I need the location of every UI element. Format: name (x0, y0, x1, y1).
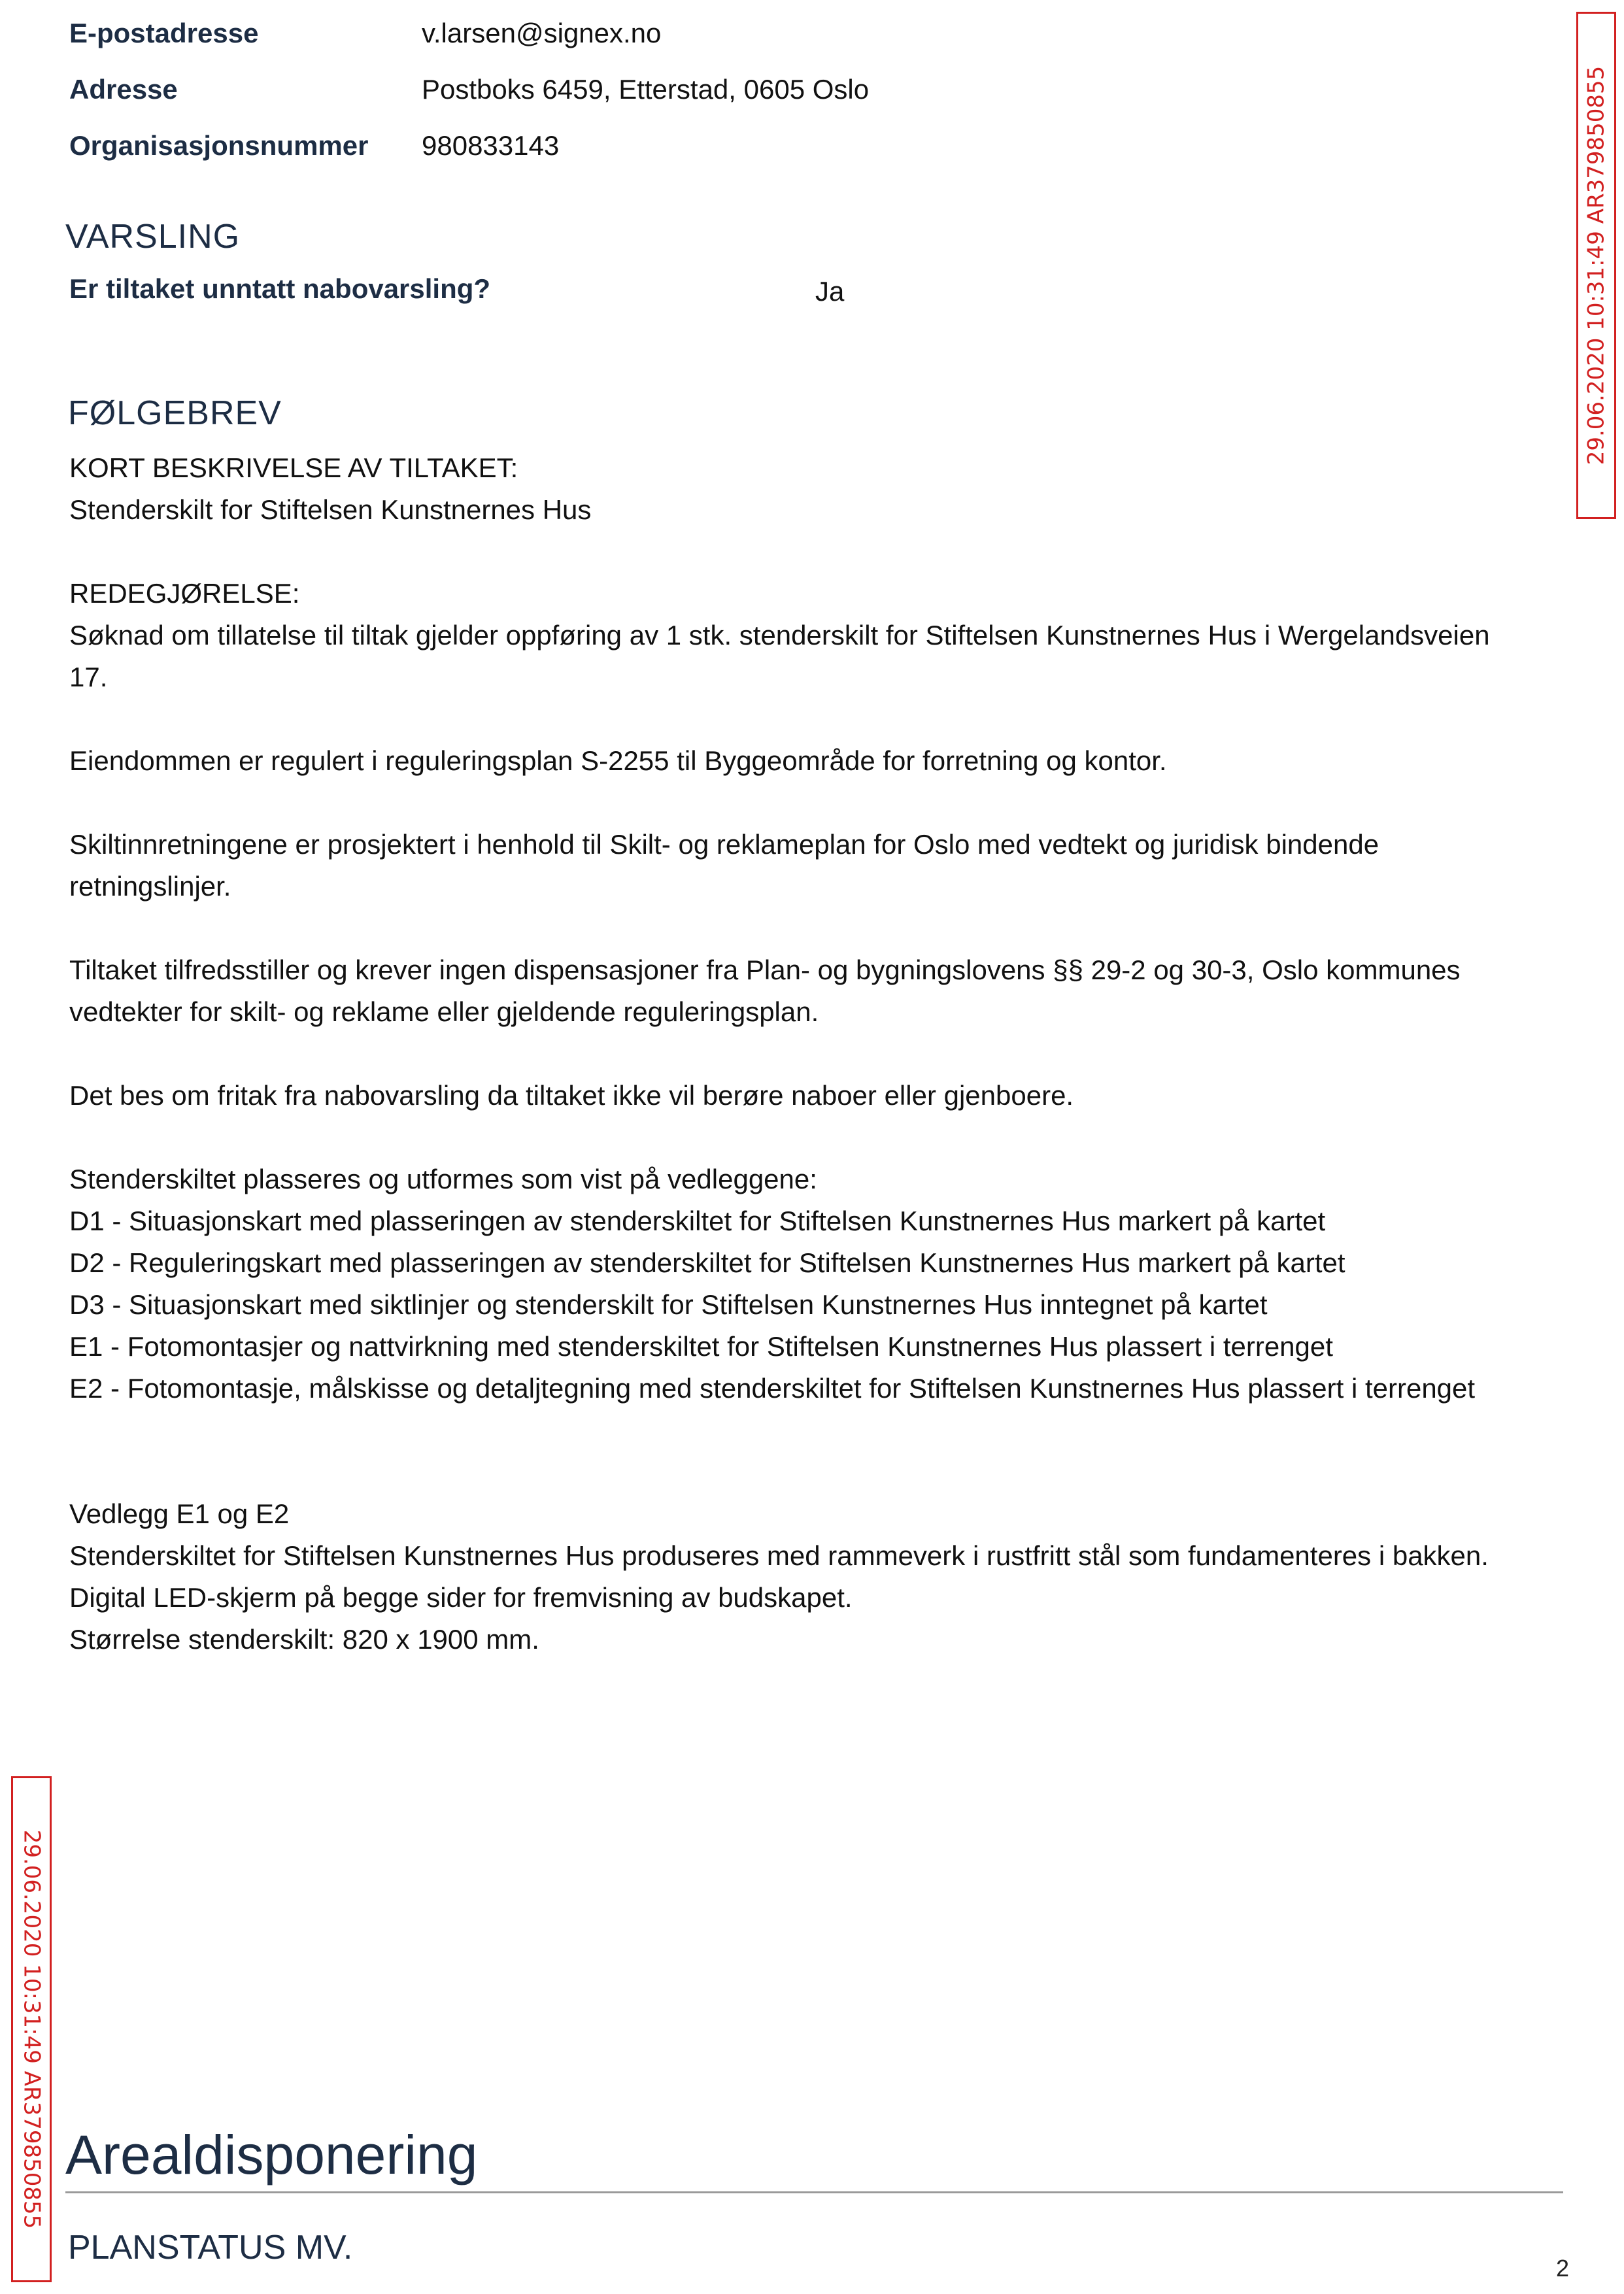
stamp-text: 29.06.2020 10:31:49 AR379850855 (1583, 65, 1610, 465)
email-value: v.larsen@signex.no (422, 18, 662, 48)
folgebrev-body (69, 447, 1534, 531)
vedlegg-line: Stenderskiltet for Stiftelsen Kunstnernes Hus produseres med rammeverk i rustfritt stål som fundamenteres i bakken. (69, 1540, 1489, 1571)
vedlegg-e-block (69, 1493, 1534, 1661)
list-intro: Stenderskiltet plasseres og utformes som vist på vedleggene: (69, 1164, 817, 1194)
vedlegg-line: Digital LED-skjerm på begge sider for fremvisning av budskapet. (69, 1582, 853, 1613)
vedlegg-list (69, 1158, 1534, 1409)
org-number-value: 980833143 (422, 130, 560, 161)
page-number: 2 (1556, 2255, 1570, 2282)
timestamp-stamp-bottom-left (11, 1776, 52, 2282)
stamp-text: 29.06.2020 10:31:49 AR379850855 (18, 1829, 44, 2229)
list-item: E1 - Fotomontasjer og nattvirkning med stenderskiltet for Stiftelsen Kunstnernes Hus plassert i terrenget (69, 1331, 1333, 1362)
varsling-question: Er tiltaket unntatt nabovarsling? (69, 273, 491, 304)
paragraph-5: Det bes om fritak fra nabovarsling da tiltaket ikke vil berøre naboer eller gjenboere. (69, 1080, 1074, 1111)
list-item: D2 - Reguleringskart med plasseringen av stenderskiltet for Stiftelsen Kunstnernes Hus markert på kartet (69, 1247, 1345, 1278)
address-value: Postboks 6459, Etterstad, 0605 Oslo (422, 74, 870, 105)
paragraph-4: Tiltaket tilfredsstiller og krever ingen dispensasjoner fra Plan- og bygningslovens §§ 29-2 og 30-3, Oslo kommunes vedtekter for skilt- og reklame eller gjeldende reguleringsplan. (69, 954, 1461, 1027)
vedlegg-label: Vedlegg E1 og E2 (69, 1498, 290, 1529)
address-label: Adresse (69, 74, 178, 105)
paragraph-2: Eiendommen er regulert i reguleringsplan S-2255 til Byggeområde for forretning og kontor. (69, 745, 1167, 776)
kort-beskrivelse-text: Stenderskilt for Stiftelsen Kunstnernes Hus (69, 494, 592, 525)
kort-beskrivelse-label: KORT BESKRIVELSE AV TILTAKET: (69, 452, 518, 483)
vedlegg-line: Størrelse stenderskilt: 820 x 1900 mm. (69, 1624, 539, 1655)
list-item: D1 - Situasjonskart med plasseringen av stenderskiltet for Stiftelsen Kunstnernes Hus markert på kartet (69, 1206, 1326, 1236)
redegjorelse-block (69, 573, 1534, 698)
redegjorelse-label: REDEGJØRELSE: (69, 578, 300, 609)
paragraph-1: Søknad om tillatelse til tiltak gjelder oppføring av 1 stk. stenderskilt for Stiftelsen Kunstnernes Hus i Wergelandsveien 17. (69, 620, 1490, 692)
section-title: Arealdisponering (65, 2124, 478, 2185)
email-label: E-postadresse (69, 18, 259, 48)
list-item: D3 - Situasjonskart med siktlinjer og stenderskilt for Stiftelsen Kunstnernes Hus inntegnet på kartet (69, 1289, 1268, 1320)
folgebrev-heading: FØLGEBREV (68, 394, 282, 432)
section-divider (65, 2191, 1563, 2193)
varsling-heading: VARSLING (65, 218, 241, 256)
org-number-label: Organisasjonsnummer (69, 130, 369, 161)
list-item: E2 - Fotomontasje, målskisse og detaljtegning med stenderskiltet for Stiftelsen Kunstnernes Hus plassert i terrenget (69, 1373, 1476, 1404)
varsling-answer: Ja (815, 276, 845, 307)
paragraph-3: Skiltinnretningene er prosjektert i henhold til Skilt- og reklameplan for Oslo med vedtekt og juridisk bindende retningslinjer. (69, 829, 1379, 902)
timestamp-stamp-top-right (1576, 12, 1616, 519)
subsection-title: PLANSTATUS MV. (68, 2229, 353, 2267)
